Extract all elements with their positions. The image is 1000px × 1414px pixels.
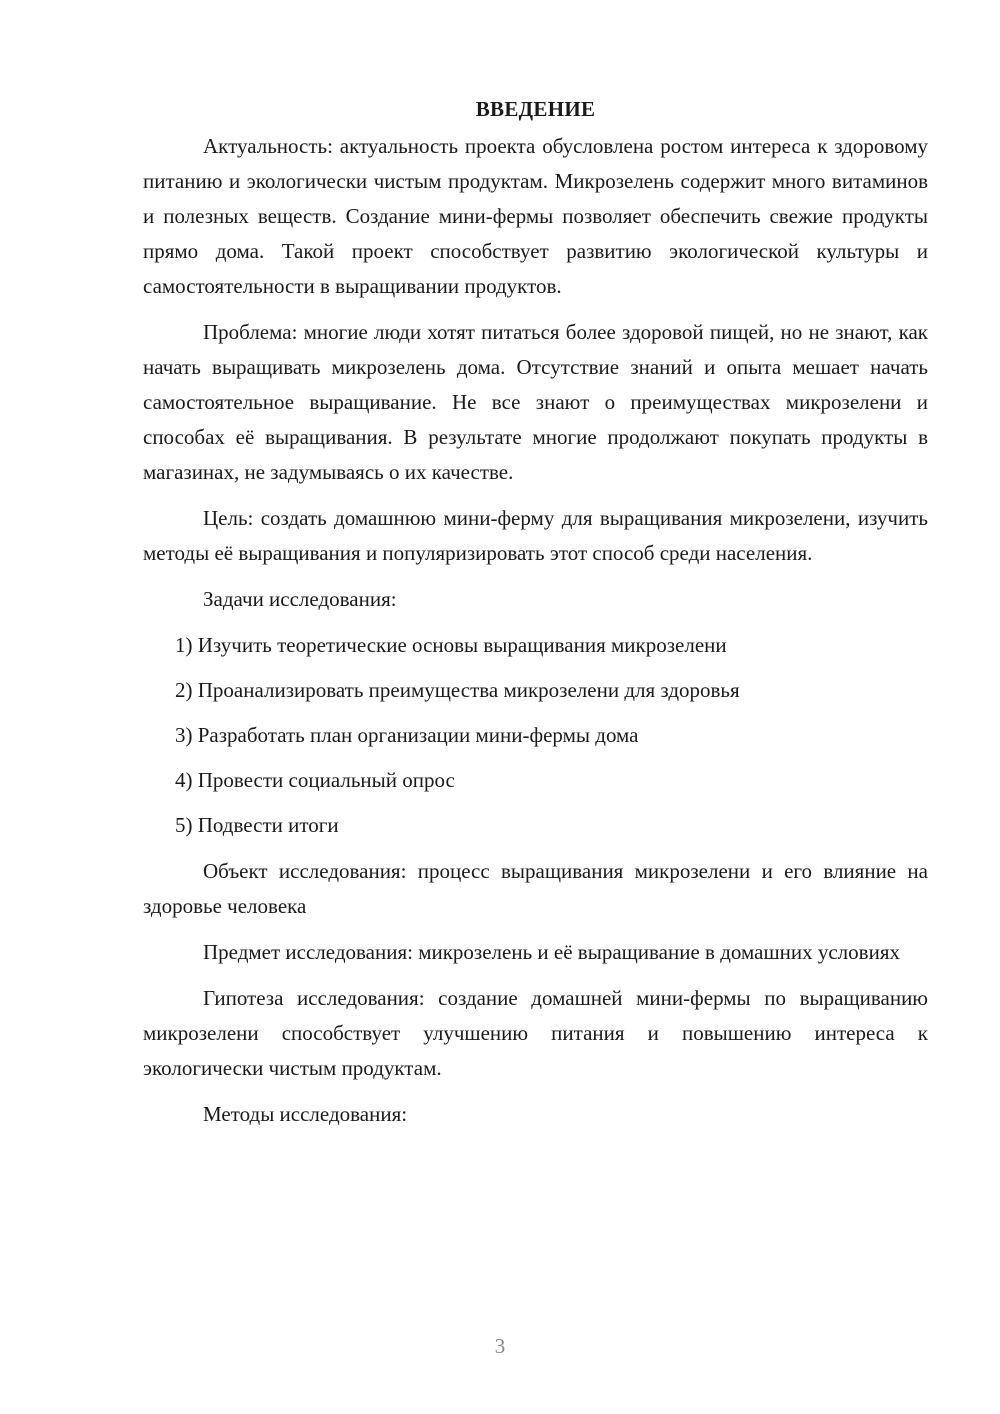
list-item: 3) Разработать план организации мини-фермы дома [175, 723, 639, 747]
section-heading: ВВЕДЕНИЕ [475, 97, 596, 121]
list-item: 2) Проанализировать преимущества микрозелени для здоровья [175, 678, 740, 702]
list-item: 1) Изучить теоретические основы выращивания микрозелени [175, 633, 727, 657]
relevance-paragraph: Актуальность: актуальность проекта обусловлена ростом интереса к здоровому питанию и экологически чистым продуктам. Микрозелень содержит много витаминов и полезных веществ. Создание мини-фермы позволяет обеспечить свежие продукты прямо дома. Такой проект способствует развитию экологической культуры и самостоятельности в выращивании продуктов. [143, 134, 928, 298]
list-item: 5) Подвести итоги [175, 813, 339, 837]
subject-paragraph: Предмет исследования: микрозелень и её выращивание в домашних условиях [203, 940, 900, 964]
tasks-list [143, 628, 928, 843]
problem-paragraph: Проблема: многие люди хотят питаться более здоровой пищей, но не знают, как начать выращивать микрозелень дома. Отсутствие знаний и опыта мешает начать самостоятельное выращивание. Не все знают о преимуществах микрозелени и способах её выращивания. В результате многие продолжают покупать продукты в магазинах, не задумываясь о их качестве. [143, 320, 928, 484]
list-item: 4) Провести социальный опрос [175, 768, 455, 792]
tasks-title: Задачи исследования: [203, 587, 397, 611]
methods-title: Методы исследования: [203, 1102, 408, 1126]
object-paragraph: Объект исследования: процесс выращивания микрозелени и его влияние на здоровье человека [143, 859, 928, 918]
goal-paragraph: Цель: создать домашнюю мини-ферму для выращивания микрозелени, изучить методы её выращивания и популяризировать этот способ среди населения. [143, 506, 928, 565]
page-number: 3 [494, 1334, 506, 1358]
page-content [143, 92, 928, 1143]
hypothesis-paragraph: Гипотеза исследования: создание домашней мини-фермы по выращиванию микрозелени способствует улучшению питания и повышению интереса к экологически чистым продуктам. [143, 986, 928, 1080]
